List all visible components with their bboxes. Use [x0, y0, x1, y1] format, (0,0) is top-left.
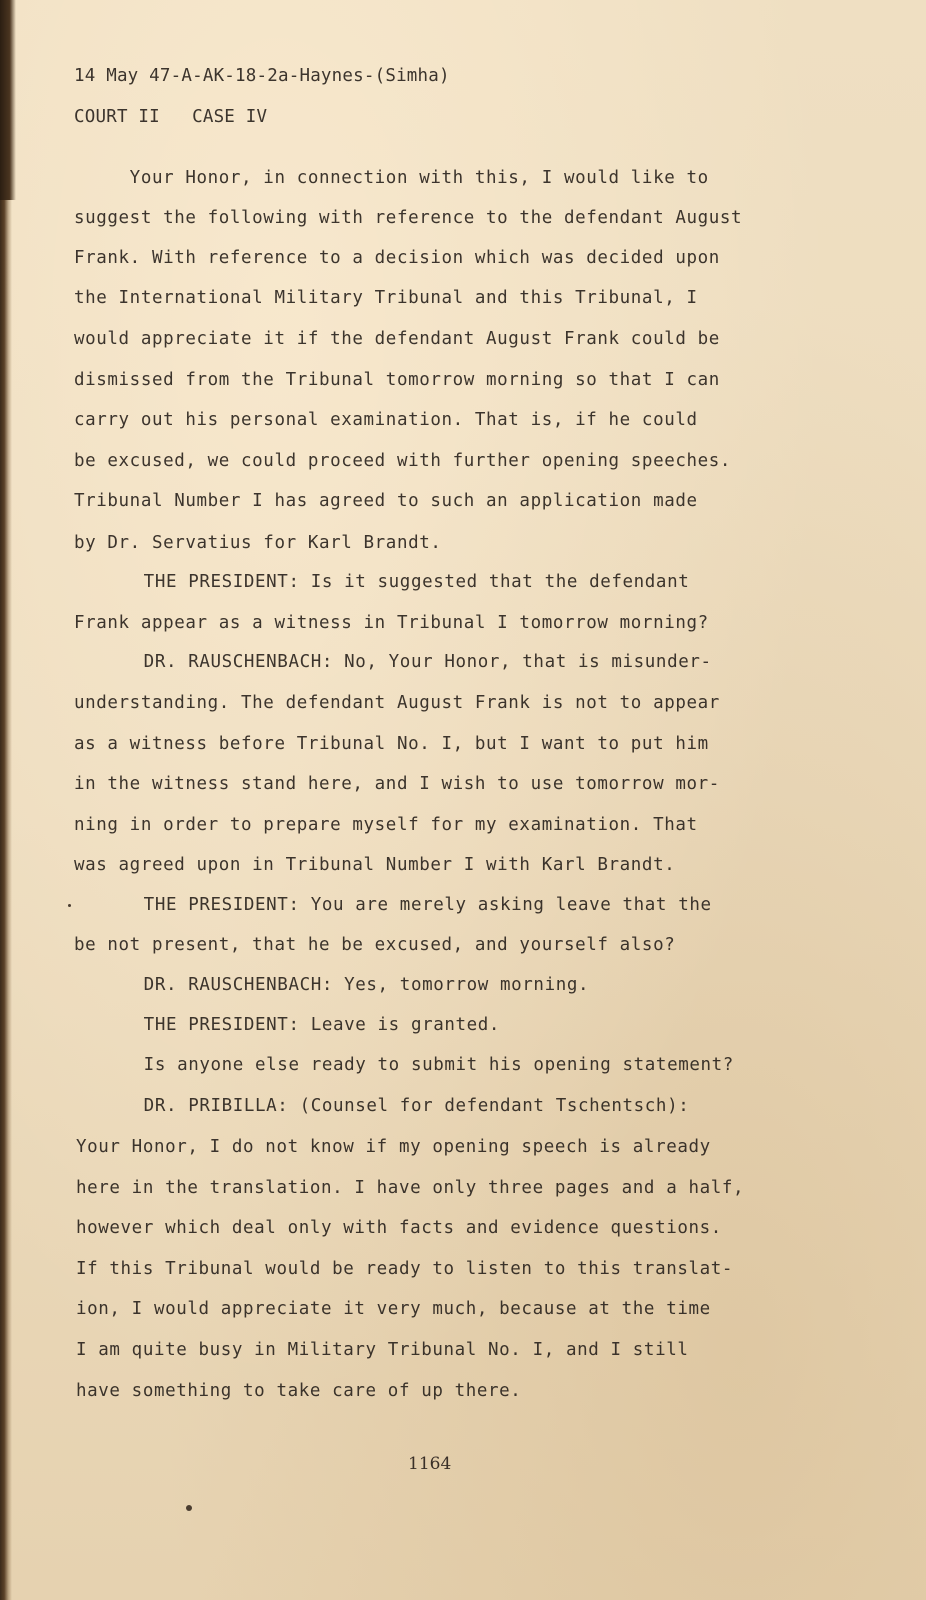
- page-number: 1164: [408, 1454, 452, 1474]
- transcript-line-20: be not present, that he be excused, and yourself also?: [74, 935, 676, 955]
- transcript-line-14: understanding. The defendant August Frank is not to appear: [74, 693, 720, 713]
- transcript-line-5: would appreciate it if the defendant August Frank could be: [74, 329, 720, 349]
- transcript-line-26: here in the translation. I have only three pages and a half,: [76, 1178, 745, 1198]
- transcript-line-4: the International Military Tribunal and this Tribunal, I: [74, 288, 698, 308]
- transcript-line-30: I am quite busy in Military Tribunal No. I, and I still: [76, 1340, 689, 1360]
- transcript-line-2: suggest the following with reference to the defendant August: [74, 208, 743, 228]
- transcript-line-10: by Dr. Servatius for Karl Brandt.: [74, 533, 442, 553]
- transcript-line-29: ion, I would appreciate it very much, because at the time: [76, 1299, 711, 1319]
- transcript-line-13: DR. RAUSCHENBACH: No, Your Honor, that is misunder-: [88, 652, 712, 672]
- transcript-line-21: DR. RAUSCHENBACH: Yes, tomorrow morning.: [88, 975, 590, 995]
- transcript-line-11: THE PRESIDENT: Is it suggested that the defendant: [88, 572, 690, 592]
- transcript-line-16: in the witness stand here, and I wish to use tomorrow mor-: [74, 774, 720, 794]
- transcript-line-27: however which deal only with facts and evidence questions.: [76, 1218, 722, 1238]
- transcript-line-9: Tribunal Number I has agreed to such an application made: [74, 491, 698, 511]
- transcript-line-15: as a witness before Tribunal No. I, but I want to put him: [74, 734, 709, 754]
- transcript-line-23: Is anyone else ready to submit his opening statement?: [88, 1055, 734, 1075]
- transcript-line-31: have something to take care of up there.: [76, 1381, 522, 1401]
- transcript-line-25: Your Honor, I do not know if my opening speech is already: [76, 1137, 711, 1157]
- transcript-line-3: Frank. With reference to a decision which was decided upon: [74, 248, 720, 268]
- ink-speck: [68, 904, 71, 907]
- transcript-line-18: was agreed upon in Tribunal Number I with Karl Brandt.: [74, 855, 676, 875]
- transcript-line-7: carry out his personal examination. That is, if he could: [74, 410, 698, 430]
- transcript-line-12: Frank appear as a witness in Tribunal I tomorrow morning?: [74, 613, 709, 633]
- transcript-line-28: If this Tribunal would be ready to listen to this translat-: [76, 1259, 734, 1279]
- transcript-line-1: Your Honor, in connection with this, I would like to: [74, 168, 709, 188]
- header-reference: 14 May 47-A-AK-18-2a-Haynes-(Simha): [74, 66, 450, 86]
- ink-speck: [186, 1505, 192, 1511]
- transcript-line-8: be excused, we could proceed with further opening speeches.: [74, 451, 732, 471]
- transcript-line-24: DR. PRIBILLA: (Counsel for defendant Tschentsch):: [88, 1096, 690, 1116]
- transcript-line-17: ning in order to prepare myself for my examination. That: [74, 815, 698, 835]
- transcript-line-19: THE PRESIDENT: You are merely asking leave that the: [88, 895, 712, 915]
- header-court-case: COURT II CASE IV: [74, 107, 268, 127]
- transcript-line-22: THE PRESIDENT: Leave is granted.: [88, 1015, 501, 1035]
- transcript-line-6: dismissed from the Tribunal tomorrow morning so that I can: [74, 370, 720, 390]
